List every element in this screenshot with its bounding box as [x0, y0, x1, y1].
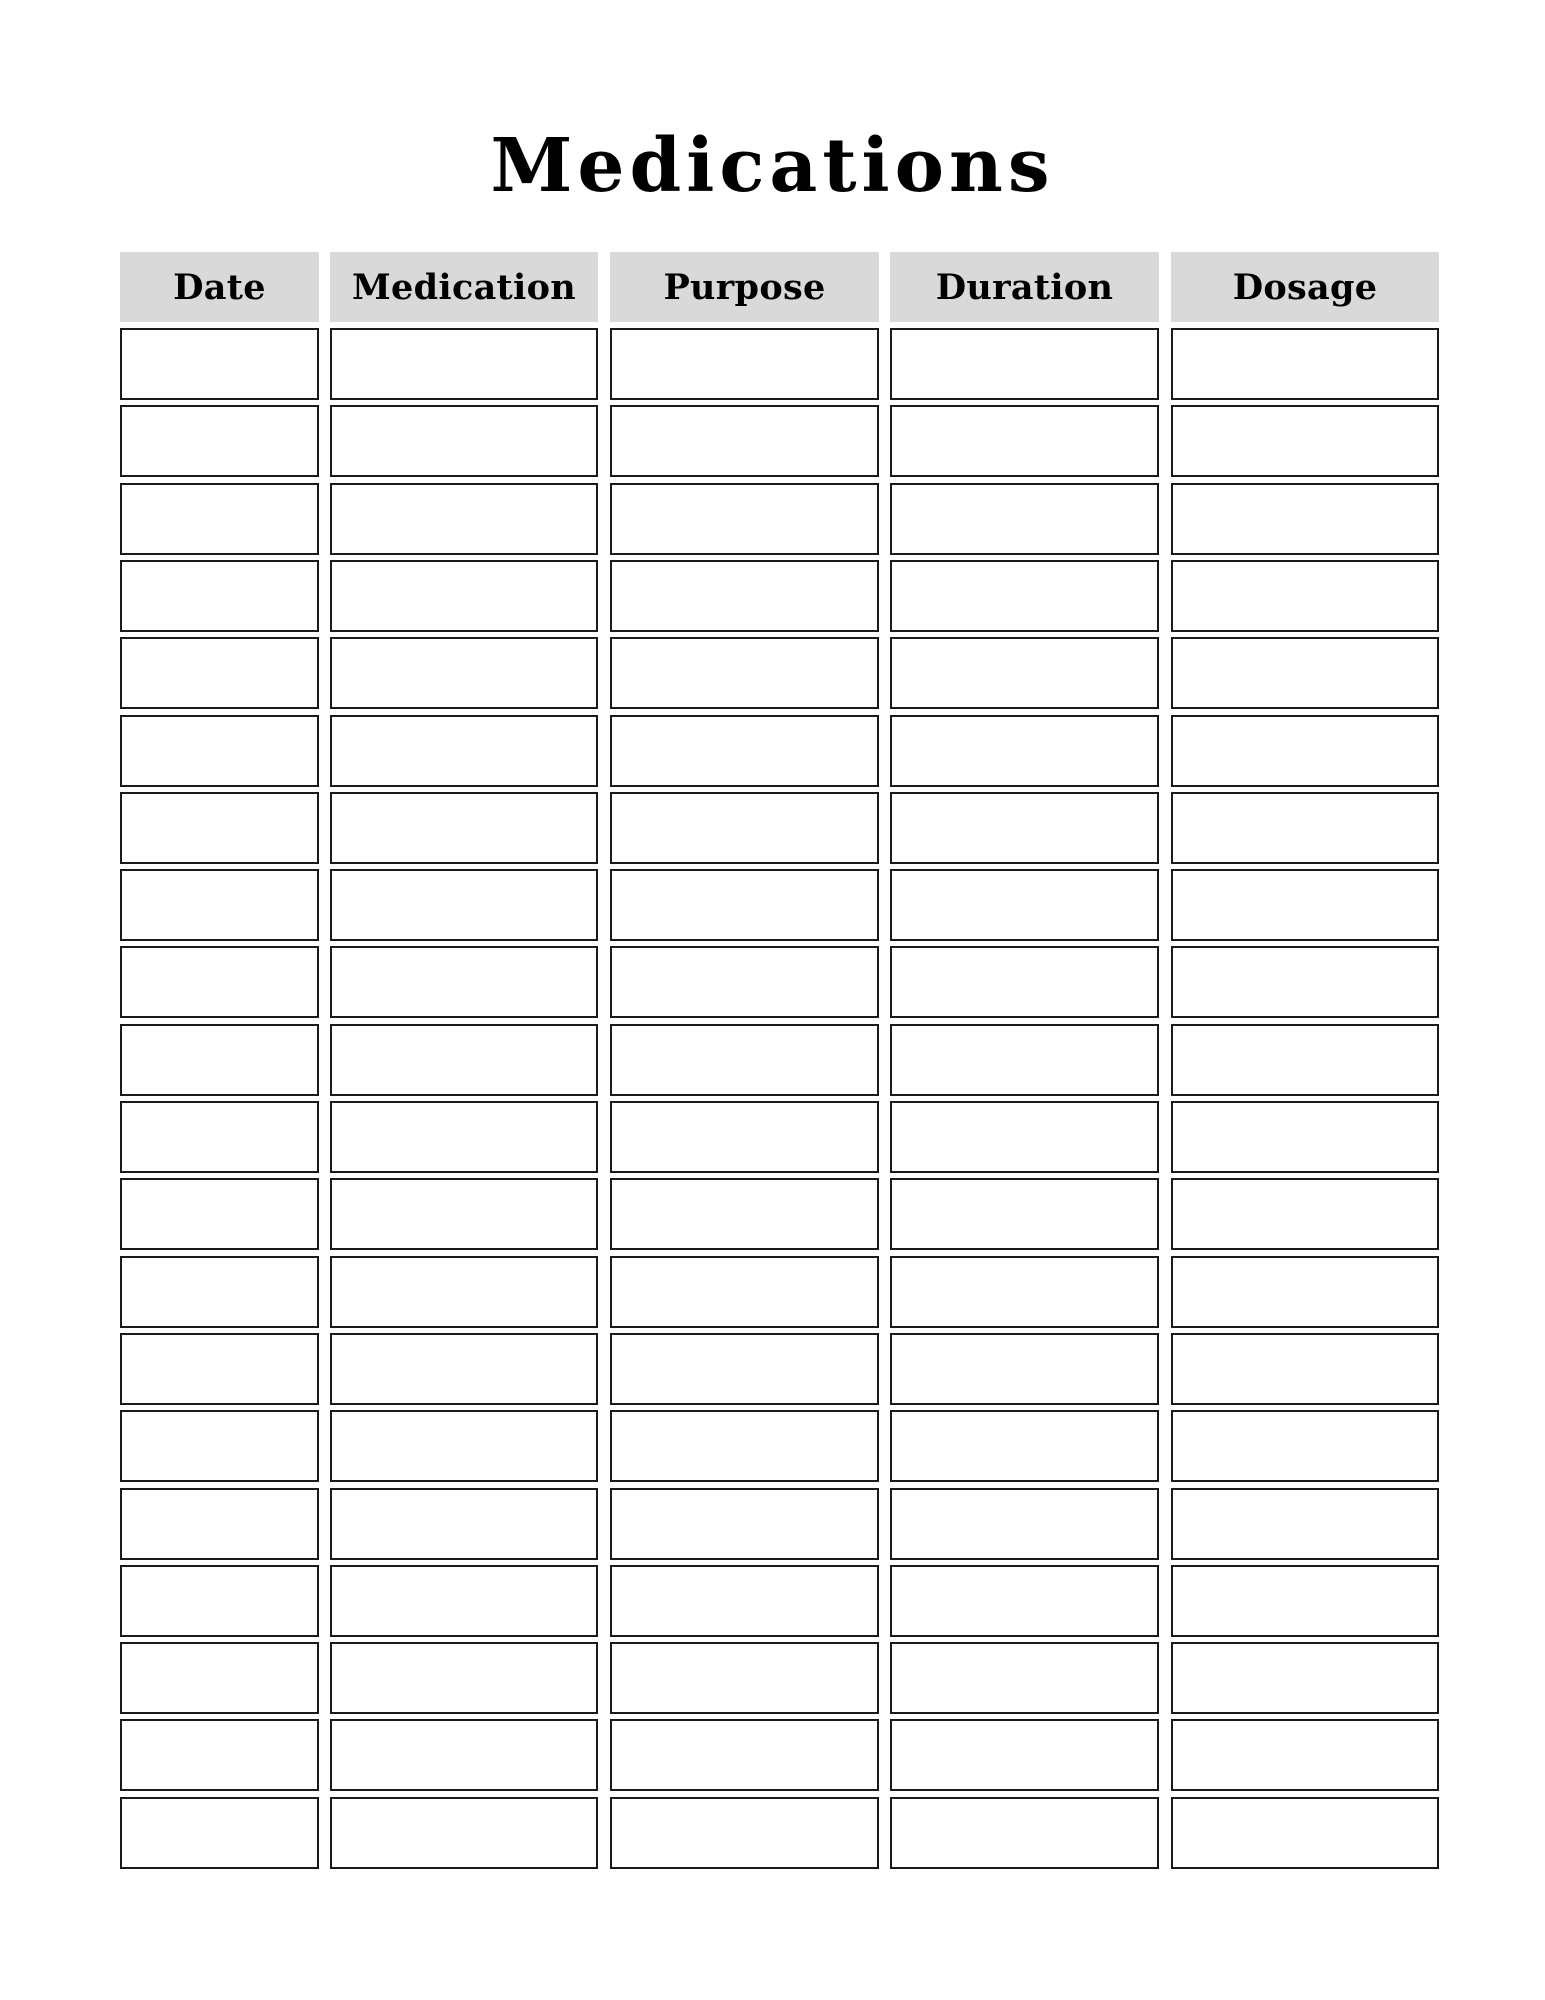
cell-dosage[interactable]	[1171, 1024, 1439, 1096]
cell-duration[interactable]	[890, 1642, 1159, 1714]
cell-medication[interactable]	[330, 483, 598, 555]
cell-dosage[interactable]	[1171, 328, 1439, 400]
table-row	[120, 792, 1439, 864]
table-row	[120, 946, 1439, 1018]
cell-medication[interactable]	[330, 715, 598, 787]
table-row	[120, 1024, 1439, 1096]
table-row	[120, 1565, 1439, 1637]
cell-date[interactable]	[120, 1178, 319, 1250]
cell-medication[interactable]	[330, 328, 598, 400]
cell-medication[interactable]	[330, 405, 598, 477]
cell-medication[interactable]	[330, 1101, 598, 1173]
cell-date[interactable]	[120, 1024, 319, 1096]
cell-date[interactable]	[120, 869, 319, 941]
cell-duration[interactable]	[890, 1488, 1159, 1560]
cell-medication[interactable]	[330, 1024, 598, 1096]
cell-duration[interactable]	[890, 1410, 1159, 1482]
cell-purpose[interactable]	[610, 483, 879, 555]
table-row	[120, 1719, 1439, 1791]
cell-date[interactable]	[120, 560, 319, 632]
cell-dosage[interactable]	[1171, 483, 1439, 555]
cell-medication[interactable]	[330, 637, 598, 709]
table-row	[120, 1101, 1439, 1173]
cell-duration[interactable]	[890, 869, 1159, 941]
cell-medication[interactable]	[330, 869, 598, 941]
cell-medication[interactable]	[330, 1256, 598, 1328]
cell-duration[interactable]	[890, 1565, 1159, 1637]
cell-duration[interactable]	[890, 715, 1159, 787]
cell-dosage[interactable]	[1171, 792, 1439, 864]
cell-date[interactable]	[120, 405, 319, 477]
cell-dosage[interactable]	[1171, 1797, 1439, 1869]
cell-purpose[interactable]	[610, 1719, 879, 1791]
cell-date[interactable]	[120, 1101, 319, 1173]
cell-purpose[interactable]	[610, 1101, 879, 1173]
cell-purpose[interactable]	[610, 405, 879, 477]
cell-dosage[interactable]	[1171, 869, 1439, 941]
cell-duration[interactable]	[890, 1024, 1159, 1096]
table-row	[120, 1178, 1439, 1250]
cell-duration[interactable]	[890, 946, 1159, 1018]
cell-date[interactable]	[120, 1333, 319, 1405]
table-row	[120, 1333, 1439, 1405]
cell-duration[interactable]	[890, 1256, 1159, 1328]
cell-date[interactable]	[120, 483, 319, 555]
cell-purpose[interactable]	[610, 869, 879, 941]
cell-purpose[interactable]	[610, 1565, 879, 1637]
table-row	[120, 1488, 1439, 1560]
cell-date[interactable]	[120, 1488, 319, 1560]
cell-medication[interactable]	[330, 1565, 598, 1637]
cell-dosage[interactable]	[1171, 1410, 1439, 1482]
cell-date[interactable]	[120, 1719, 319, 1791]
cell-purpose[interactable]	[610, 1256, 879, 1328]
table-row	[120, 1642, 1439, 1714]
cell-date[interactable]	[120, 1797, 319, 1869]
cell-duration[interactable]	[890, 1333, 1159, 1405]
cell-purpose[interactable]	[610, 637, 879, 709]
cell-purpose[interactable]	[610, 328, 879, 400]
table-row	[120, 869, 1439, 941]
cell-purpose[interactable]	[610, 1642, 879, 1714]
cell-dosage[interactable]	[1171, 1178, 1439, 1250]
cell-purpose[interactable]	[610, 1797, 879, 1869]
table-row	[120, 560, 1439, 632]
cell-duration[interactable]	[890, 1101, 1159, 1173]
cell-medication[interactable]	[330, 792, 598, 864]
table-row	[120, 715, 1439, 787]
cell-date[interactable]	[120, 637, 319, 709]
cell-dosage[interactable]	[1171, 560, 1439, 632]
page-title: Medications	[490, 123, 1055, 209]
cell-medication[interactable]	[330, 946, 598, 1018]
cell-medication[interactable]	[330, 1178, 598, 1250]
cell-medication[interactable]	[330, 1719, 598, 1791]
table-row	[120, 328, 1439, 400]
cell-purpose[interactable]	[610, 946, 879, 1018]
cell-date[interactable]	[120, 1565, 319, 1637]
cell-dosage[interactable]	[1171, 405, 1439, 477]
cell-dosage[interactable]	[1171, 1565, 1439, 1637]
cell-medication[interactable]	[330, 1488, 598, 1560]
cell-duration[interactable]	[890, 560, 1159, 632]
cell-medication[interactable]	[330, 1333, 598, 1405]
cell-duration[interactable]	[890, 637, 1159, 709]
cell-purpose[interactable]	[610, 1333, 879, 1405]
cell-dosage[interactable]	[1171, 1333, 1439, 1405]
cell-dosage[interactable]	[1171, 1642, 1439, 1714]
cell-dosage[interactable]	[1171, 1488, 1439, 1560]
cell-duration[interactable]	[890, 483, 1159, 555]
cell-purpose[interactable]	[610, 792, 879, 864]
table-row	[120, 483, 1439, 555]
cell-purpose[interactable]	[610, 560, 879, 632]
cell-date[interactable]	[120, 792, 319, 864]
cell-medication[interactable]	[330, 560, 598, 632]
table-row	[120, 1797, 1439, 1869]
cell-purpose[interactable]	[610, 1024, 879, 1096]
cell-medication[interactable]	[330, 1410, 598, 1482]
column-header-date: Date	[120, 252, 319, 322]
cell-dosage[interactable]	[1171, 715, 1439, 787]
cell-medication[interactable]	[330, 1797, 598, 1869]
cell-purpose[interactable]	[610, 1178, 879, 1250]
cell-duration[interactable]	[890, 405, 1159, 477]
cell-dosage[interactable]	[1171, 1719, 1439, 1791]
cell-dosage[interactable]	[1171, 1101, 1439, 1173]
cell-duration[interactable]	[890, 328, 1159, 400]
cell-purpose[interactable]	[610, 715, 879, 787]
cell-date[interactable]	[120, 328, 319, 400]
cell-duration[interactable]	[890, 792, 1159, 864]
cell-dosage[interactable]	[1171, 946, 1439, 1018]
column-header-dosage: Dosage	[1171, 252, 1439, 322]
table-row	[120, 1256, 1439, 1328]
cell-date[interactable]	[120, 1256, 319, 1328]
cell-duration[interactable]	[890, 1719, 1159, 1791]
table-row	[120, 637, 1439, 709]
cell-date[interactable]	[120, 1642, 319, 1714]
cell-date[interactable]	[120, 946, 319, 1018]
table-row	[120, 405, 1439, 477]
table-row	[120, 1410, 1439, 1482]
cell-dosage[interactable]	[1171, 637, 1439, 709]
column-header-purpose: Purpose	[610, 252, 879, 322]
cell-date[interactable]	[120, 1410, 319, 1482]
cell-purpose[interactable]	[610, 1488, 879, 1560]
column-header-duration: Duration	[890, 252, 1159, 322]
cell-duration[interactable]	[890, 1797, 1159, 1869]
cell-date[interactable]	[120, 715, 319, 787]
cell-purpose[interactable]	[610, 1410, 879, 1482]
column-header-medication: Medication	[330, 252, 598, 322]
cell-duration[interactable]	[890, 1178, 1159, 1250]
cell-dosage[interactable]	[1171, 1256, 1439, 1328]
cell-medication[interactable]	[330, 1642, 598, 1714]
